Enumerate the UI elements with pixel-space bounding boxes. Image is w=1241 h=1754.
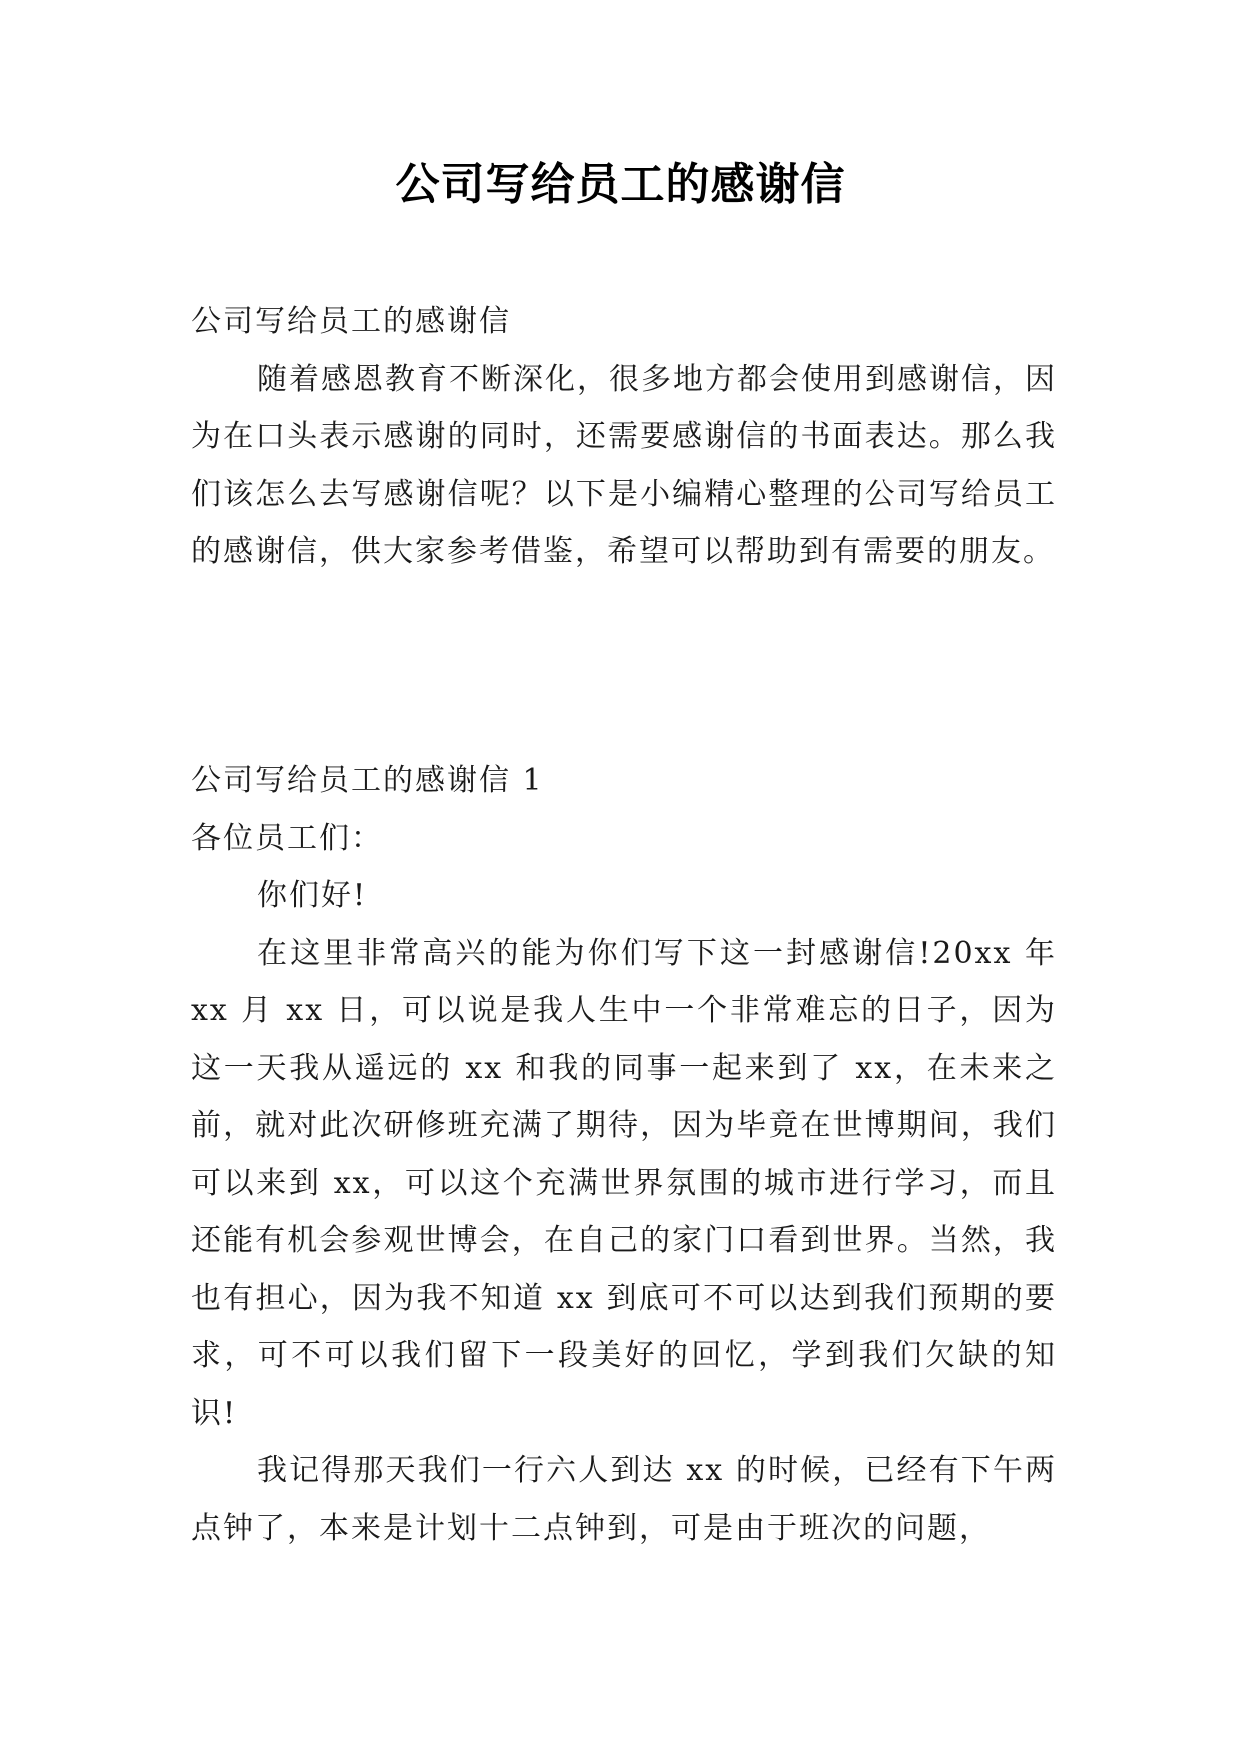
letter-paragraph: 在这里非常高兴的能为你们写下这一封感谢信!20xx 年 xx 月 xx 日，可以说是我人生中一个非常难忘的日子，因为这一天我从遥远的 xx 和我的同事一起来到了 xx，在未来之前，就对此次研修班充满了期待，因为毕竟在世博期间，我们可以来到 xx，可以这个充满世界氛围的城市进行学习，而且还能有机会参观世博会，在自己的家门口看到世界。当然，我也有担心，因为我不知道 xx 到底可不可以达到我们预期的要求，可不可以我们留下一段美好的回忆，学到我们欠缺的知识! <box>191 935 1057 1431</box>
letter-greeting: 你们好! <box>257 878 368 913</box>
intro-heading: 公司写给员工的感谢信 <box>191 304 511 339</box>
document-title: 公司写给员工的感谢信 <box>395 159 846 210</box>
intro-paragraph: 随着感恩教育不断深化，很多地方都会使用到感谢信，因为在口头表示感谢的同时，还需要感谢信的书面表达。那么我们该怎么去写感谢信呢？以下是小编精心整理的公司写给员工的感谢信，供大家参考借鉴，希望可以帮助到有需要的朋友。 <box>191 361 1057 569</box>
letter-heading: 公司写给员工的感谢信 1 <box>191 763 544 798</box>
letter-paragraph: 我记得那天我们一行六人到达 xx 的时候，已经有下午两点钟了，本来是计划十二点钟到，可是由于班次的问题， <box>191 1453 1057 1546</box>
intro-section <box>191 293 1057 581</box>
letter-salutation: 各位员工们： <box>191 820 383 856</box>
letter-section <box>191 752 1057 1557</box>
